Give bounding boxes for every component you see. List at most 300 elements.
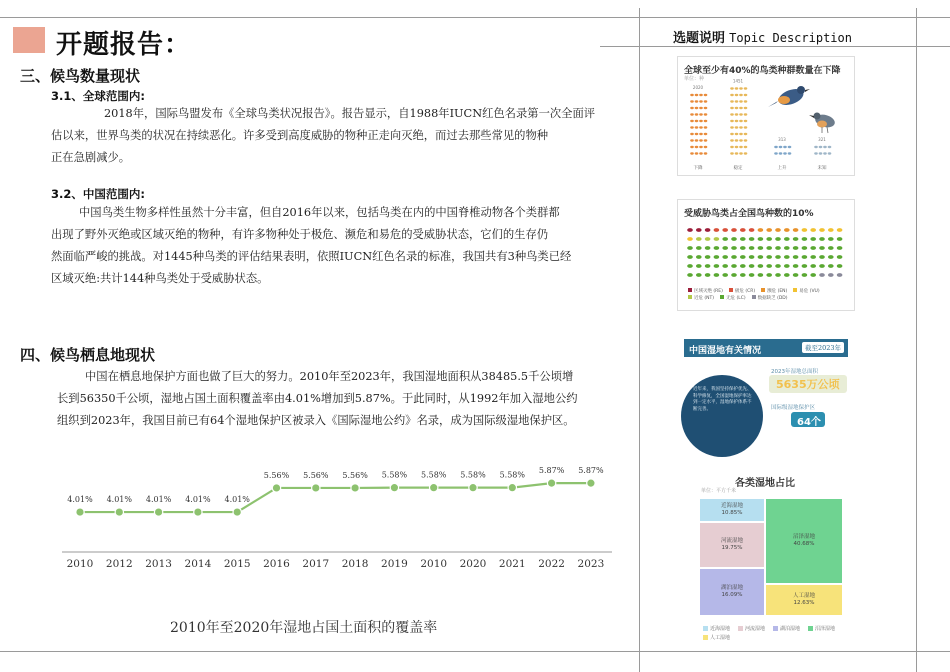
bird-glyph	[837, 246, 843, 250]
data-point	[115, 508, 123, 516]
bird-glyph	[735, 113, 739, 115]
bird-glyph	[731, 246, 737, 250]
bird-glyph	[714, 246, 720, 250]
bird-glyph	[775, 264, 781, 268]
bird-glyph	[735, 126, 739, 128]
bird-glyph	[735, 107, 739, 109]
panel1-value: 1451	[732, 78, 744, 84]
section3-1-text	[51, 103, 631, 169]
bird-glyph	[793, 246, 799, 250]
para-line: 中国在栖息地保护方面也做了巨大的努力。2010年至2023年，我国湿地面积从38485.5千公顷增	[85, 370, 574, 383]
data-label: 5.58%	[499, 470, 526, 480]
bird-glyph	[783, 146, 787, 148]
x-tick-label: 2018	[341, 558, 369, 570]
data-label: 5.58%	[460, 470, 486, 480]
bird-glyph	[766, 264, 772, 268]
panel4-legend-item: 沼泽湿地	[808, 625, 835, 632]
para-line: 长到56350千公顷，湿地占国土面积覆盖率由4.01%增加到5.87%。于此同时，从1992年加入湿地公约	[57, 392, 578, 405]
treemap-cell-value: 40.68%	[793, 541, 815, 547]
panel3-title: 中国湿地有关情况	[689, 346, 762, 356]
x-tick-label: 2014	[184, 558, 212, 570]
bird-glyph	[730, 120, 734, 122]
panel2-legend-item: 数据缺乏 (DD)	[752, 295, 788, 301]
bird-glyph	[695, 133, 699, 135]
data-label: 4.01%	[145, 495, 172, 505]
panel2-legend-item: 濒危 (EN)	[761, 288, 787, 294]
panel-global-birds	[677, 56, 855, 176]
bird-glyph	[740, 273, 746, 277]
bird-glyph	[690, 152, 694, 154]
bird-glyph	[740, 246, 746, 250]
bird-glyph	[690, 94, 694, 96]
bird-glyph	[784, 246, 790, 250]
bird-glyph	[819, 237, 825, 241]
bird-glyph	[696, 228, 702, 232]
bird-illustration-2	[809, 113, 836, 134]
bird-glyph	[774, 146, 778, 148]
bird-glyph	[819, 264, 825, 268]
bird-glyph	[739, 87, 743, 89]
bird-glyph	[828, 246, 834, 250]
bird-glyph	[731, 255, 737, 259]
bird-glyph	[735, 94, 739, 96]
bird-glyph	[758, 237, 764, 241]
bird-glyph	[695, 113, 699, 115]
bird-glyph	[788, 146, 792, 148]
bird-glyph	[731, 273, 737, 277]
panel4-title: 各类湿地占比	[735, 478, 795, 489]
bird-glyph	[704, 126, 708, 128]
bird-glyph	[784, 273, 790, 277]
bird-glyph	[690, 126, 694, 128]
bird-glyph	[819, 273, 825, 277]
chart-caption: 2010年至2020年湿地占国土面积的覆盖率	[170, 620, 438, 636]
bird-glyph	[793, 273, 799, 277]
bird-glyph	[744, 152, 748, 154]
bird-glyph	[739, 107, 743, 109]
bird-glyph	[695, 139, 699, 141]
data-point	[272, 484, 280, 492]
bird-glyph	[687, 273, 693, 277]
bird-glyph	[704, 107, 708, 109]
bird-glyph	[730, 126, 734, 128]
bird-glyph	[722, 273, 728, 277]
bird-glyph	[705, 264, 711, 268]
bird-glyph	[696, 246, 702, 250]
bottom-rule	[0, 651, 950, 652]
bird-glyph	[758, 273, 764, 277]
bird-glyph	[779, 146, 783, 148]
bird-glyph	[784, 255, 790, 259]
bird-glyph	[699, 152, 703, 154]
treemap-cell-name: 湖泊湿地	[720, 585, 743, 591]
bird-glyph	[837, 237, 843, 241]
bird-glyph	[722, 246, 728, 250]
bird-glyph	[714, 273, 720, 277]
bird-glyph	[739, 146, 743, 148]
para-line: 然面临严峻的挑战。对1445种鸟类的评估结果表明，依照IUCN红色名录的标准，我国共有3种鸟类已经	[51, 250, 572, 263]
bird-glyph	[699, 146, 703, 148]
treemap-cell	[765, 498, 843, 584]
x-tick-label: 2017	[302, 558, 330, 570]
treemap-cell-value: 12.63%	[793, 600, 815, 606]
bird-glyph	[695, 152, 699, 154]
data-point	[351, 484, 359, 492]
bird-glyph	[687, 228, 693, 232]
bird-glyph	[690, 113, 694, 115]
panel2-legend-item: 无危 (LC)	[720, 295, 746, 301]
treemap-cell-value: 16.09%	[721, 592, 743, 598]
panel3-total-value: 5635万公顷	[776, 378, 840, 391]
bird-glyph	[739, 120, 743, 122]
wetland-treemap	[699, 498, 843, 616]
bird-glyph	[774, 152, 778, 154]
bird-glyph	[730, 87, 734, 89]
x-tick-label: 2010	[420, 558, 448, 570]
bird-glyph	[696, 264, 702, 268]
bird-glyph	[705, 228, 711, 232]
x-tick-label: 2010	[66, 558, 94, 570]
bird-glyph	[730, 113, 734, 115]
data-point	[390, 483, 398, 491]
panel2-legend-item: 区域灭绝 (RE)	[688, 288, 723, 294]
bird-glyph	[690, 133, 694, 135]
topic-cn: 选题说明	[673, 31, 726, 46]
page-title: 开题报告：	[56, 30, 192, 60]
panel1-graphic	[678, 57, 856, 177]
panel2-legend-item: 易危 (VU)	[793, 288, 819, 294]
panel1-column-label: 上升	[777, 166, 787, 171]
bird-glyph	[744, 87, 748, 89]
panel2-legend-item: 近危 (NT)	[688, 295, 714, 301]
bird-glyph	[819, 246, 825, 250]
bird-glyph	[739, 113, 743, 115]
panel2-title: 受威胁鸟类占全国鸟种数的10%	[684, 209, 814, 219]
bird-glyph	[758, 246, 764, 250]
bird-glyph	[695, 120, 699, 122]
right-top-rule	[600, 46, 950, 47]
bird-glyph	[775, 246, 781, 250]
panel3-reserve-value: 64个	[797, 417, 821, 428]
panel4-legend-item: 人工湿地	[703, 634, 730, 641]
bird-glyph	[690, 146, 694, 148]
bird-glyph	[730, 100, 734, 102]
bird-glyph	[819, 255, 825, 259]
bird-glyph	[714, 255, 720, 259]
treemap-cell-name: 近海湿地	[720, 503, 743, 509]
bird-glyph	[828, 228, 834, 232]
bird-glyph	[690, 139, 694, 141]
bird-glyph	[690, 100, 694, 102]
bird-glyph	[735, 133, 739, 135]
data-point	[430, 483, 438, 491]
bird-glyph	[730, 152, 734, 154]
data-label: 5.58%	[420, 470, 447, 480]
data-point	[154, 508, 162, 516]
bird-glyph	[814, 146, 818, 148]
para-line: 估以来，世界鸟类的状况在持续恶化。许多受到高度威胁的物种正走向灭绝，而过去那些常见的物种	[51, 129, 549, 142]
panel1-column-label: 未知	[817, 166, 827, 171]
bird-glyph	[730, 146, 734, 148]
panel3-date: 截至2023年	[802, 342, 844, 353]
bird-glyph	[722, 264, 728, 268]
bird-glyph	[749, 255, 755, 259]
bird-glyph	[837, 228, 843, 232]
bird-glyph	[814, 152, 818, 154]
treemap-cell	[765, 584, 843, 616]
bird-glyph	[690, 107, 694, 109]
bird-glyph	[784, 264, 790, 268]
data-label: 5.87%	[538, 466, 565, 476]
bird-glyph	[705, 273, 711, 277]
data-point	[233, 508, 241, 516]
treemap-cell-name: 人工湿地	[792, 593, 815, 599]
bird-glyph	[744, 139, 748, 141]
treemap-cell-name: 河流湿地	[720, 538, 743, 544]
bird-glyph	[735, 146, 739, 148]
bird-glyph	[810, 228, 816, 232]
bird-glyph	[735, 87, 739, 89]
bird-glyph	[828, 146, 832, 148]
bird-glyph	[744, 100, 748, 102]
bird-glyph	[740, 264, 746, 268]
bird-glyph	[828, 264, 834, 268]
x-tick-label: 2021	[498, 558, 526, 570]
data-label: 5.56%	[263, 470, 290, 480]
bird-glyph	[744, 94, 748, 96]
panel4-legend-item: 河流湿地	[738, 625, 765, 632]
panel2-legend	[688, 288, 848, 301]
panel4-legend	[703, 625, 843, 641]
panel1-column-label: 稳定	[733, 166, 743, 171]
x-tick-label: 2015	[223, 558, 251, 570]
bird-glyph	[819, 152, 823, 154]
bird-glyph	[775, 255, 781, 259]
panel-threatened-birds	[677, 199, 855, 311]
bird-glyph	[810, 255, 816, 259]
treemap-cell	[699, 568, 765, 616]
bird-glyph	[828, 237, 834, 241]
bird-glyph	[705, 237, 711, 241]
bird-glyph	[784, 237, 790, 241]
bird-glyph	[739, 126, 743, 128]
bird-glyph	[695, 107, 699, 109]
bird-glyph	[744, 107, 748, 109]
bird-glyph	[699, 100, 703, 102]
bird-glyph	[687, 264, 693, 268]
bird-glyph	[699, 113, 703, 115]
bird-glyph	[695, 146, 699, 148]
bird-glyph	[749, 264, 755, 268]
bird-glyph	[828, 273, 834, 277]
x-tick-label: 2019	[381, 558, 408, 570]
bird-glyph	[749, 237, 755, 241]
para-line: 出现了野外灭绝或区域灭绝的物种，有许多物种处于极危、濒危和易危的受威胁状态，它们的生存仍	[51, 228, 549, 241]
bird-glyph	[705, 255, 711, 259]
treemap-cell-value: 19.75%	[721, 545, 743, 551]
panel4-legend-item: 近海湿地	[703, 625, 730, 632]
bird-glyph	[695, 100, 699, 102]
bird-glyph	[731, 264, 737, 268]
bird-glyph	[730, 94, 734, 96]
panel1-column-label: 下降	[693, 166, 703, 171]
x-tick-label: 2012	[105, 558, 133, 570]
bird-glyph	[730, 107, 734, 109]
para-line: 正在急剧减少。	[51, 151, 131, 164]
section3-2-heading: 3.2、中国范围内:	[51, 187, 145, 201]
bird-glyph	[810, 273, 816, 277]
treemap-cell-value: 10.85%	[721, 510, 743, 516]
bird-illustration-1	[768, 86, 810, 108]
section4-heading: 四、候鸟栖息地现状	[20, 346, 156, 364]
bird-glyph	[704, 152, 708, 154]
bird-glyph	[704, 94, 708, 96]
bird-glyph	[766, 237, 772, 241]
x-tick-label: 2016	[263, 558, 290, 570]
bird-glyph	[758, 264, 764, 268]
bird-glyph	[793, 255, 799, 259]
bird-glyph	[744, 146, 748, 148]
para-line: 中国鸟类生物多样性虽然十分丰富，但自2016年以来，包括鸟类在内的中国脊椎动物各个类群都	[79, 206, 560, 219]
data-label: 4.01%	[224, 495, 250, 505]
bird-glyph	[695, 94, 699, 96]
bird-glyph	[699, 126, 703, 128]
panel-wetland-types	[677, 466, 853, 644]
bird-glyph	[730, 133, 734, 135]
bird-glyph	[739, 94, 743, 96]
topic-description	[673, 27, 852, 46]
bird-glyph	[699, 120, 703, 122]
panel4-legend-item: 湖泊湿地	[773, 625, 800, 632]
vertical-rule-left	[639, 8, 640, 672]
bird-glyph	[819, 146, 823, 148]
bird-glyph	[714, 237, 720, 241]
bird-glyph	[704, 113, 708, 115]
bird-glyph	[837, 255, 843, 259]
data-label: 5.87%	[578, 466, 604, 476]
bird-glyph	[779, 152, 783, 154]
bird-glyph	[704, 139, 708, 141]
bird-glyph	[687, 246, 693, 250]
vertical-rule-right	[916, 8, 917, 672]
bird-glyph	[784, 228, 790, 232]
bird-glyph	[739, 139, 743, 141]
bird-glyph	[731, 237, 737, 241]
bird-glyph	[810, 246, 816, 250]
bird-glyph	[740, 228, 746, 232]
title-accent-box	[13, 27, 45, 53]
bird-glyph	[705, 246, 711, 250]
bird-glyph	[828, 152, 832, 154]
bird-glyph	[802, 237, 808, 241]
panel4-unit: 单位：平方千米	[701, 488, 737, 494]
bird-glyph	[696, 237, 702, 241]
bird-glyph	[810, 264, 816, 268]
bird-glyph	[793, 228, 799, 232]
bird-glyph	[758, 228, 764, 232]
data-point	[508, 483, 516, 491]
bird-glyph	[766, 246, 772, 250]
panel1-value: 321	[818, 137, 826, 142]
section3-heading: 三、候鸟数量现状	[20, 67, 141, 85]
bird-glyph	[696, 255, 702, 259]
bird-glyph	[739, 152, 743, 154]
bird-glyph	[714, 228, 720, 232]
bird-glyph	[740, 237, 746, 241]
section3-2-text	[51, 202, 631, 290]
data-label: 4.01%	[67, 495, 93, 505]
bird-glyph	[739, 133, 743, 135]
bird-glyph	[775, 228, 781, 232]
panel3-circle-text: 近年来，我国坚持保护优先、科学修复，全国湿地保护率达到一定水平，湿地保护体系不断完善。	[693, 387, 752, 412]
bird-glyph	[699, 107, 703, 109]
bird-glyph	[722, 228, 728, 232]
bird-glyph	[810, 237, 816, 241]
x-tick-label: 2013	[145, 558, 172, 570]
bird-glyph	[749, 273, 755, 277]
bird-glyph	[749, 246, 755, 250]
bird-glyph	[687, 237, 693, 241]
para-line: 组织到2023年，我国目前已有64个湿地保护区被录入《国际湿地公约》名录，成为国际级湿地保护区。	[57, 414, 575, 427]
bird-glyph	[766, 255, 772, 259]
panel1-unit: 单位：种	[684, 76, 705, 82]
bird-glyph	[735, 100, 739, 102]
bird-glyph	[744, 120, 748, 122]
panel-china-wetland	[679, 333, 854, 445]
bird-glyph	[775, 273, 781, 277]
data-label: 4.01%	[185, 495, 211, 505]
bird-glyph	[704, 120, 708, 122]
bird-glyph	[837, 273, 843, 277]
x-tick-label: 2020	[459, 558, 487, 570]
treemap-cell	[699, 498, 765, 522]
bird-glyph	[696, 273, 702, 277]
bird-glyph	[735, 152, 739, 154]
data-label: 4.01%	[106, 495, 133, 505]
bird-glyph	[802, 273, 808, 277]
bird-glyph	[695, 126, 699, 128]
panel3-reserve-label: 国际级湿地保护区	[771, 405, 816, 411]
bird-glyph	[704, 100, 708, 102]
bird-glyph	[740, 255, 746, 259]
bird-glyph	[758, 255, 764, 259]
data-point	[312, 484, 320, 492]
data-point	[76, 508, 84, 516]
bird-glyph	[819, 228, 825, 232]
bird-glyph	[802, 255, 808, 259]
bird-glyph	[766, 273, 772, 277]
panel1-value: 2020	[692, 85, 704, 90]
bird-glyph	[699, 94, 703, 96]
bird-glyph	[802, 264, 808, 268]
para-line: 区域灭绝:共计144种鸟类处于受威胁状态。	[51, 272, 269, 285]
bird-glyph	[722, 255, 728, 259]
bird-glyph	[739, 100, 743, 102]
bird-glyph	[704, 146, 708, 148]
bird-glyph	[744, 126, 748, 128]
section4-text	[57, 366, 637, 432]
para-line: 2018年，国际鸟盟发布《全球鸟类状况报告》。报告显示，自1988年IUCN红色名录第一次全面评	[104, 107, 596, 120]
panel3-total-label: 2023年湿地总面积	[771, 369, 818, 375]
bird-glyph	[823, 146, 827, 148]
bird-glyph	[714, 264, 720, 268]
bird-glyph	[730, 139, 734, 141]
panel1-value: 313	[778, 137, 786, 142]
bird-glyph	[828, 255, 834, 259]
bird-glyph	[793, 264, 799, 268]
data-point	[547, 479, 555, 487]
bird-glyph	[744, 133, 748, 135]
